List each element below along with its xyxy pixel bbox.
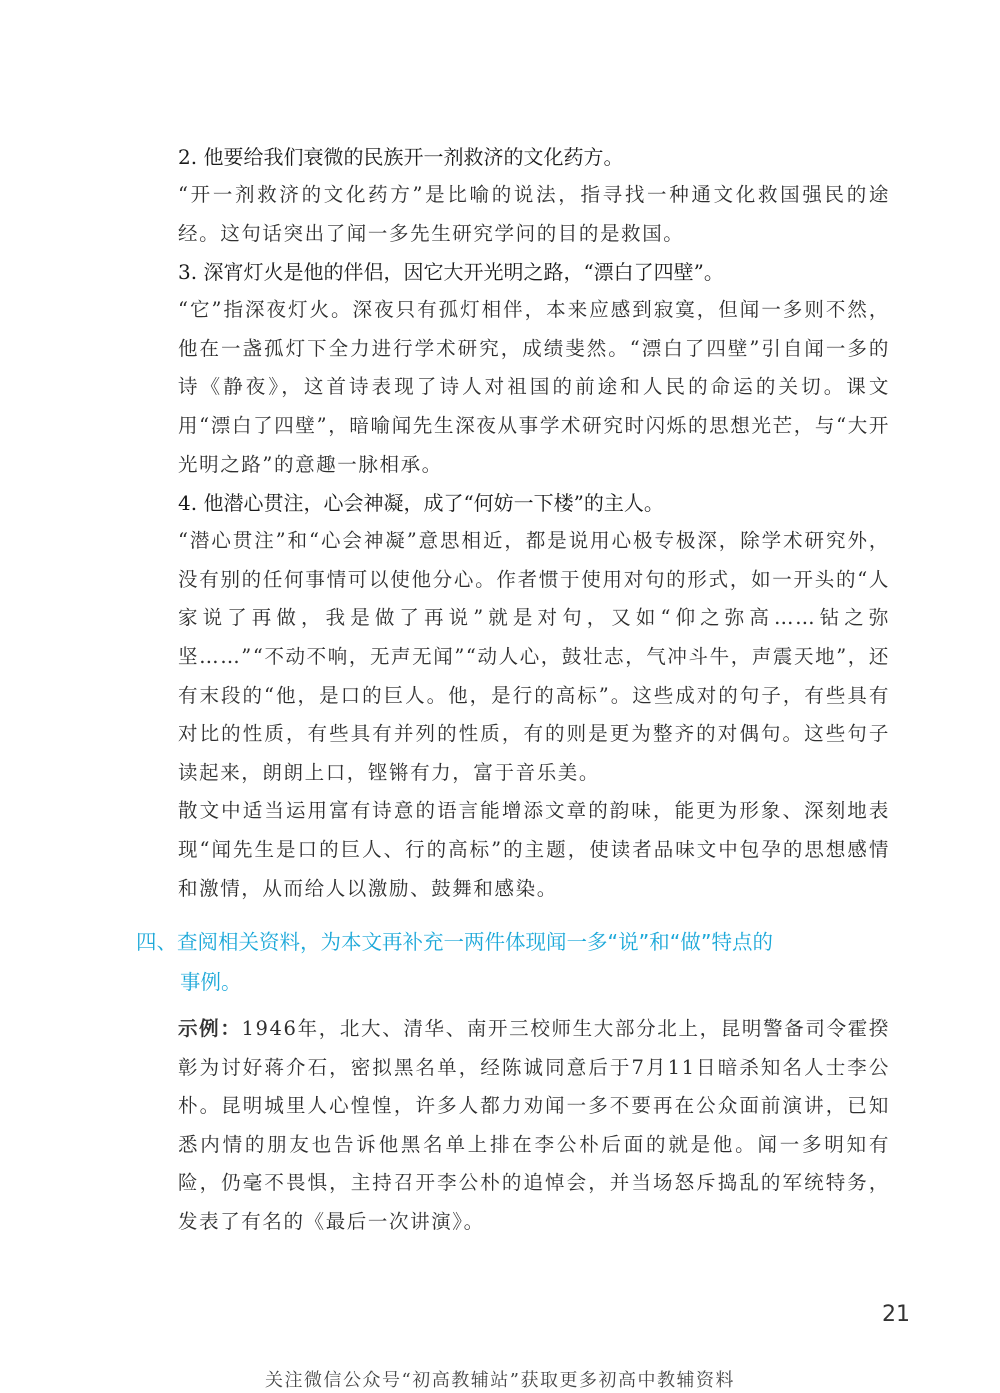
example-block bbox=[178, 1010, 890, 1242]
section-number: 四、 bbox=[136, 930, 177, 954]
section-four-title bbox=[136, 922, 896, 1002]
item-4-paragraph-2: 散文中适当运用富有诗意的语言能增添文章的韵味，能更为形象、深刻地表现“闻先生是口的巨人、行的高标”的主题，使读者品味文中包孕的思想感情和激情，从而给人以激励、鼓舞和感染。 bbox=[178, 799, 890, 900]
example-label: 示例： bbox=[178, 1017, 242, 1040]
section-title-line1: 查阅相关资料，为本文再补充一两件体现闻一多“说”和“做”特点的 bbox=[177, 930, 773, 954]
footer-notice: 关注微信公众号“初高教辅站”获取更多初高中教辅资料 bbox=[265, 1370, 735, 1391]
item-4-heading: 4. 他潜心贯注，心会神凝，成了“何妨一下楼”的主人。 bbox=[178, 491, 664, 516]
item-3-paragraph: “它”指深夜灯火。深夜只有孤灯相伴，本来应感到寂寞，但闻一多则不然，他在一盏孤灯下全力进行学术研究，成绩斐然。“漂白了四壁”引自闻一多的诗《静夜》，这首诗表现了诗人对祖国的前途和人民的命运的关切。课文用“漂白了四壁”，暗喻闻先生深夜从事学术研究时闪烁的思想光芒，与“大开光明之路”的意趣一脉相承。 bbox=[178, 298, 890, 476]
section-title-line2: 事例。 bbox=[180, 970, 242, 994]
item-3-heading: 3. 深宵灯火是他的伴侣，因它大开光明之路，“漂白了四壁”。 bbox=[178, 260, 724, 285]
page-number: 21 bbox=[882, 1302, 910, 1327]
item-4-paragraph-1: “潜心贯注”和“心会神凝”意思相近，都是说用心极专极深，除学术研究外，没有别的任何事情可以使他分心。作者惯于使用对句的形式，如一开头的“人家说了再做，我是做了再说”就是对句，又如“仰之弥高……钻之弥坚……”“不动不响，无声无闻”“动人心，鼓壮志，气冲斗牛，声震天地”，还有末段的“他，是口的巨人。他，是行的高标”。这些成对的句子，有些具有对比的性质，有些具有并列的性质，有的则是更为整齐的对偶句。这些句子读起来，朗朗上口，铿锵有力，富于音乐美。 bbox=[178, 529, 890, 784]
example-text: 1946年，北大、清华、南开三校师生大部分北上，昆明警备司令霍揆彰为讨好蒋介石，密拟黑名单，经陈诚同意后于7月11日暗杀知名人士李公朴。昆明城里人心惶惶，许多人都力劝闻一多不要再在公众面前演讲，已知悉内情的朋友也告诉他黑名单上排在李公朴后面的就是他。闻一多明知有险，仍毫不畏惧，主持召开李公朴的追悼会，并当场怒斥捣乱的军统特务，发表了有名的《最后一次讲演》。 bbox=[178, 1017, 890, 1233]
analysis-content bbox=[178, 138, 890, 908]
item-2-paragraph: “开一剂救济的文化药方”是比喻的说法，指寻找一种通文化救国强民的途经。这句话突出了闻一多先生研究学问的目的是救国。 bbox=[178, 183, 890, 245]
item-2-heading: 2. 他要给我们衰微的民族开一剂救济的文化药方。 bbox=[178, 145, 624, 169]
